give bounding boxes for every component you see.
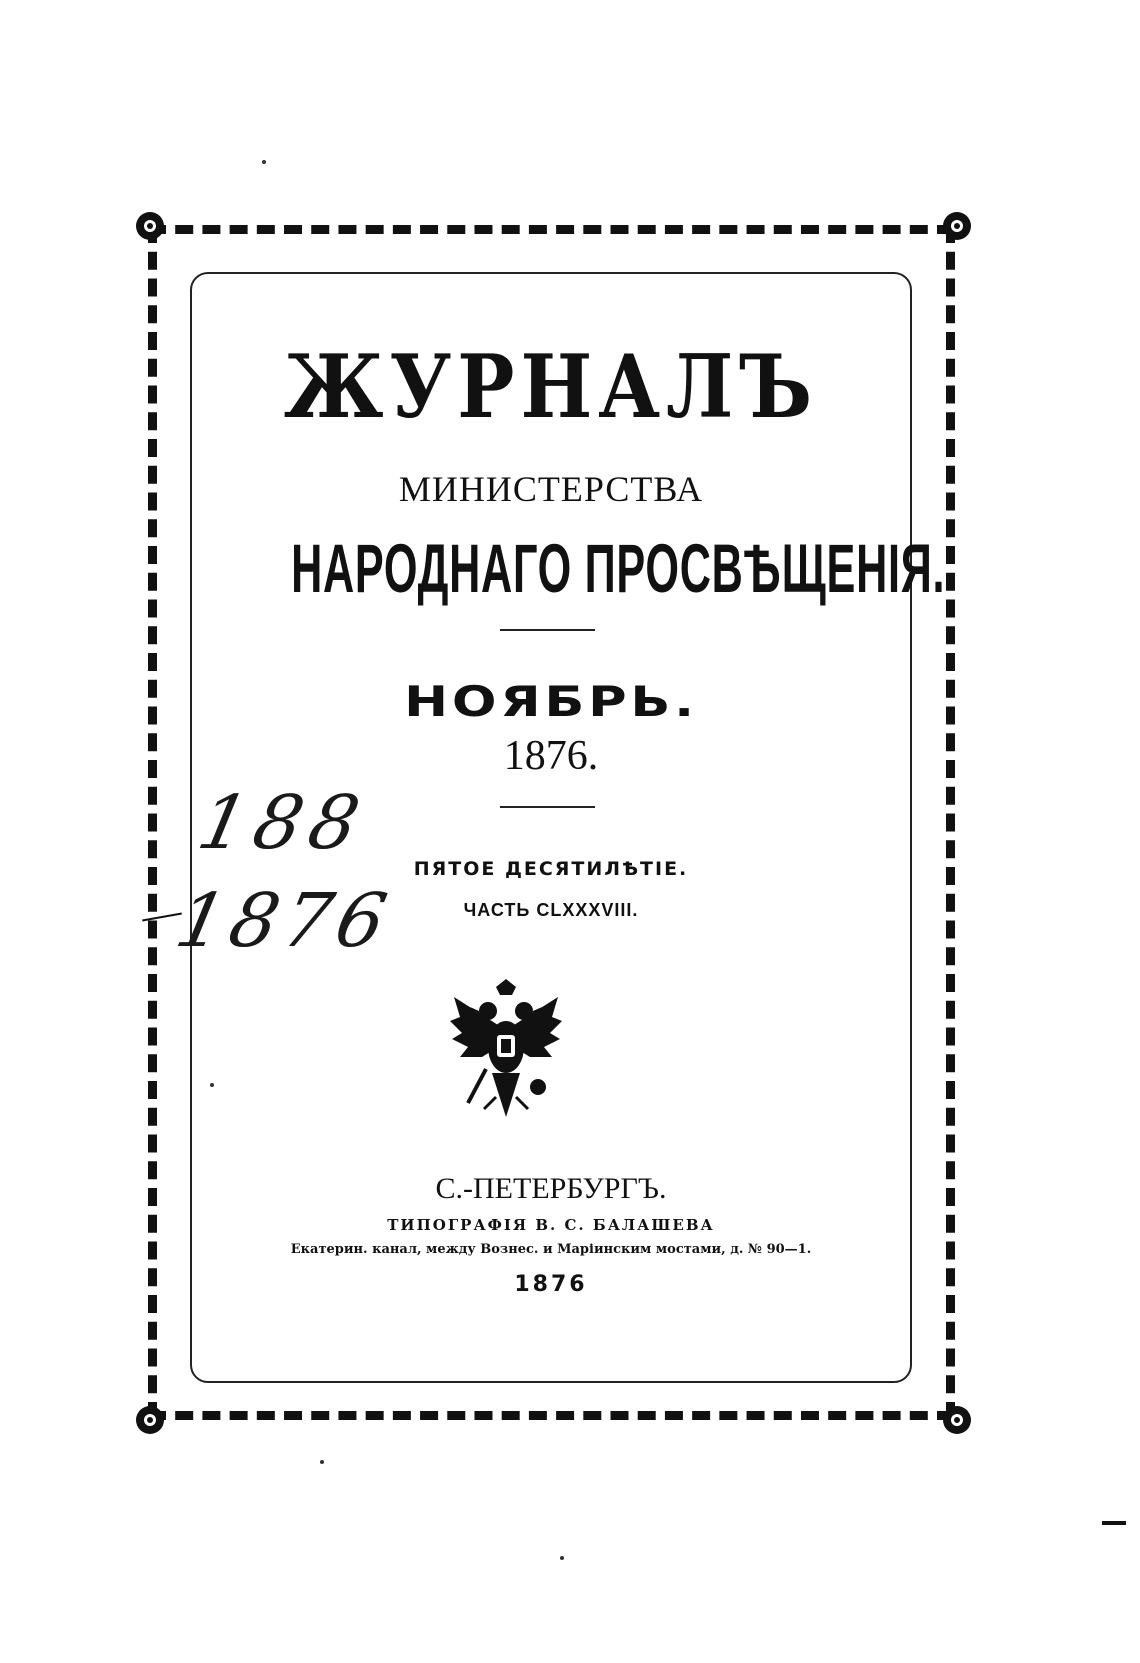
subtitle-ministry: МИНИСТЕРСТВА bbox=[398, 469, 704, 509]
part-label: ЧАСТЬ CLXXXVIII. bbox=[463, 900, 639, 920]
ornament-corner-icon bbox=[128, 1398, 172, 1442]
issue-year: 1876. bbox=[503, 733, 599, 779]
scan-speck bbox=[320, 1460, 324, 1464]
divider-rule bbox=[500, 629, 595, 631]
divider-rule bbox=[500, 806, 595, 808]
press-address: Екатерин. канал, между Вознес. и Маріинским мостами, д. № 90—1. bbox=[290, 1242, 812, 1257]
scan-speck bbox=[560, 1556, 564, 1560]
handwritten-number: 188 bbox=[190, 780, 375, 866]
ornament-corner-icon bbox=[128, 204, 172, 248]
subtitle-public-education: НАРОДНАГО ПРОСВѢЩЕНІЯ. bbox=[291, 529, 946, 608]
handwritten-year: 1876 bbox=[168, 878, 400, 964]
journal-title: ЖУРНАЛЪ bbox=[283, 335, 819, 438]
ornament-corner-icon bbox=[935, 1398, 979, 1442]
decade-label: ПЯТОЕ ДЕСЯТИЛѢТІЕ. bbox=[413, 858, 689, 880]
scan-speck bbox=[262, 160, 266, 164]
issue-month: НОЯБРЬ. bbox=[404, 677, 698, 726]
edge-mark bbox=[1102, 1521, 1126, 1525]
city-imprint: С.-ПЕТЕРБУРГЪ. bbox=[435, 1172, 667, 1205]
press-name: ТИПОГРАФІЯ В. С. БАЛАШЕВА bbox=[387, 1216, 715, 1234]
imprint-year: 1876 bbox=[514, 1272, 588, 1297]
scan-speck bbox=[210, 1083, 214, 1087]
ornament-corner-icon bbox=[935, 204, 979, 248]
double-headed-eagle-icon bbox=[446, 977, 566, 1132]
